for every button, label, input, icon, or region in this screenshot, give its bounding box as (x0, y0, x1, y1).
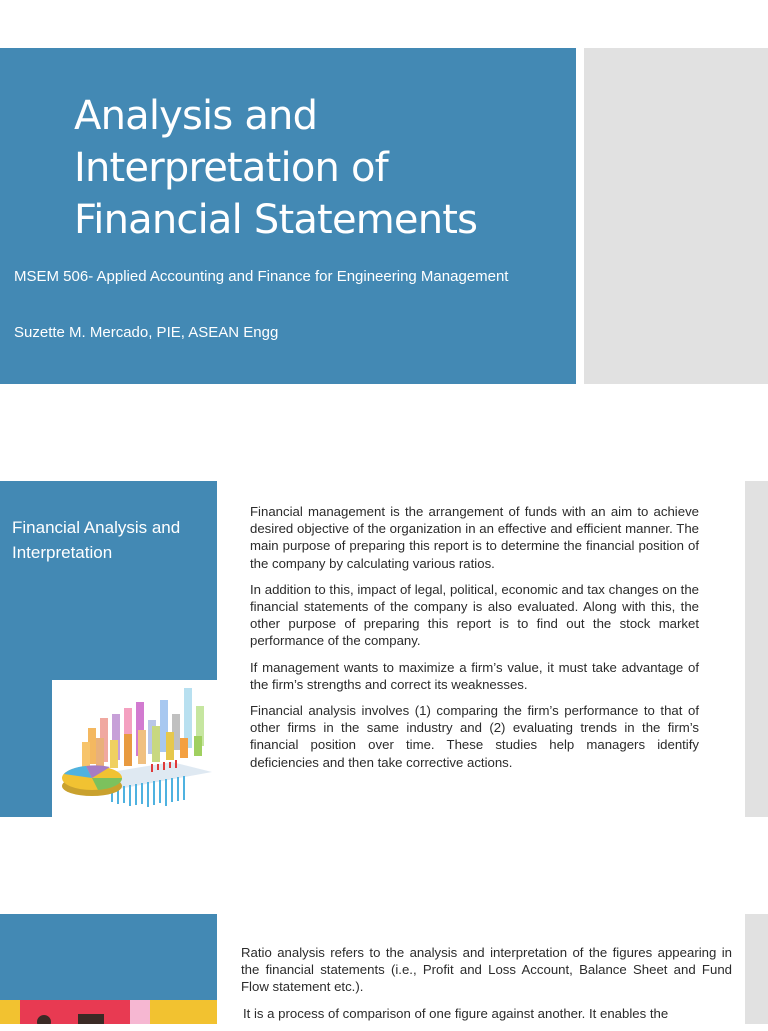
slide2-body-text (250, 503, 699, 780)
slide2-right-strip (745, 481, 768, 817)
presentation-title (74, 90, 564, 246)
body-paragraph: If management wants to maximize a firm’s value, it must take advantage of the firm’s strengths and correct its weaknesses. (250, 659, 699, 692)
slide2-heading: Financial Analysis and Interpretation (12, 518, 181, 562)
slide3-right-strip (745, 914, 768, 1024)
body-paragraph: In addition to this, impact of legal, political, economic and tax changes on the financial statements of the company is also evaluated. Along with this, the other purpose of preparing this report is to find out the stock market performance of the company. (250, 581, 699, 649)
body-paragraph: Financial analysis involves (1) comparing the firm’s performance to that of other firms in the same industry and (2) evaluating trends in the firm’s financial position over time. These studies help managers identify deficiencies and then take corrective actions. (250, 703, 699, 770)
cartoon-illustration-icon (0, 1000, 217, 1024)
body-paragraph: Financial management is the arrangement of funds with an aim to achieve desired objective of the organization in an effective and efficient manner. The main purpose of preparing this report is to determine the financial position of the company by calculating various ratios. (250, 504, 699, 571)
bullet-item (241, 1005, 732, 1022)
course-subtitle: MSEM 506- Applied Accounting and Finance for Engineering Management (14, 268, 509, 285)
bar-chart-pie-illustration-icon (52, 680, 217, 817)
title-line: Analysis and (74, 93, 318, 139)
title-line: Financial Statements (74, 197, 478, 243)
bullet-text: It is a process of comparison of one figure against another. It enables the (243, 1005, 669, 1021)
author-name: Suzette M. Mercado, PIE, ASEAN Engg (14, 324, 279, 341)
title-line: Interpretation of (74, 145, 388, 191)
title-slide-side-panel (584, 48, 768, 384)
body-paragraph: Ratio analysis refers to the analysis and interpretation of the figures appearing in the financial statements (i.e., Profit and Loss Account, Balance Sheet and Fund Flow statement etc.). (241, 945, 732, 995)
slide3-body-text (241, 944, 732, 1031)
